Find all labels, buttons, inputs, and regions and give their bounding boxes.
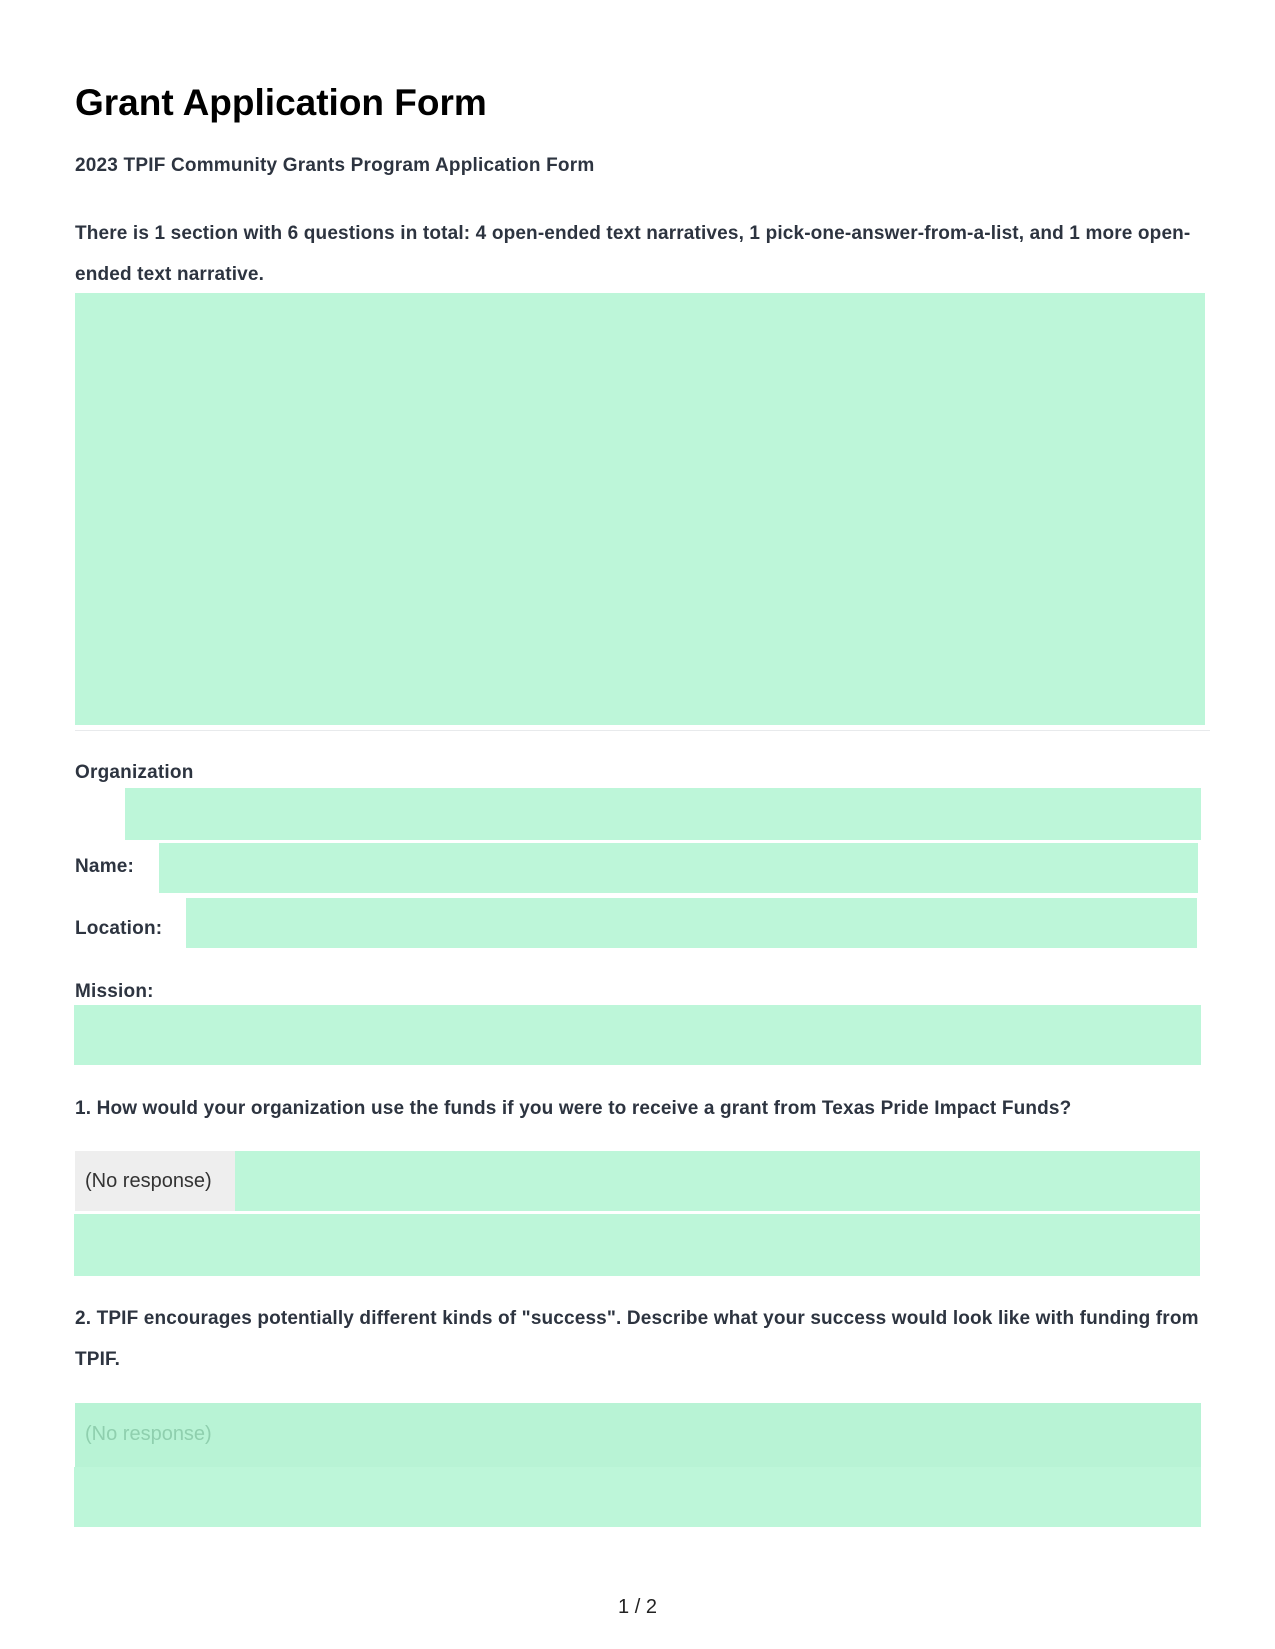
question-1-response-field[interactable] xyxy=(235,1151,1200,1211)
form-subtitle: 2023 TPIF Community Grants Program Application Form xyxy=(75,155,595,176)
location-field[interactable] xyxy=(186,898,1197,948)
name-field[interactable] xyxy=(159,843,1198,893)
page-title: Grant Application Form xyxy=(75,82,487,123)
mission-field[interactable] xyxy=(74,1005,1201,1065)
intro-content-field[interactable] xyxy=(75,293,1205,725)
organization-field[interactable] xyxy=(125,788,1201,840)
question-2: 2. TPIF encourages potentially different kinds of "success". Describe what your success would look like with funding from TPIF. xyxy=(75,1308,1199,1370)
section-divider xyxy=(75,730,1210,731)
question-1: 1. How would your organization use the funds if you were to receive a grant from Texas Pride Impact Funds? xyxy=(75,1098,1072,1119)
name-label: Name: xyxy=(75,856,135,877)
organization-heading: Organization xyxy=(75,762,194,783)
question-1-answer-field[interactable] xyxy=(74,1214,1200,1276)
question-1-no-response: (No response) xyxy=(75,1151,235,1211)
form-intro: There is 1 section with 6 questions in total: 4 open-ended text narratives, 1 pick-one-answer-from-a-list, and 1 more open-ended text narrative. xyxy=(75,223,1191,285)
question-2-answer-field[interactable] xyxy=(74,1467,1201,1527)
question-2-no-response[interactable]: (No response) xyxy=(75,1403,1201,1467)
location-label: Location: xyxy=(75,918,163,939)
page-number: 1 / 2 xyxy=(618,1596,657,1618)
mission-label: Mission: xyxy=(75,981,154,1002)
